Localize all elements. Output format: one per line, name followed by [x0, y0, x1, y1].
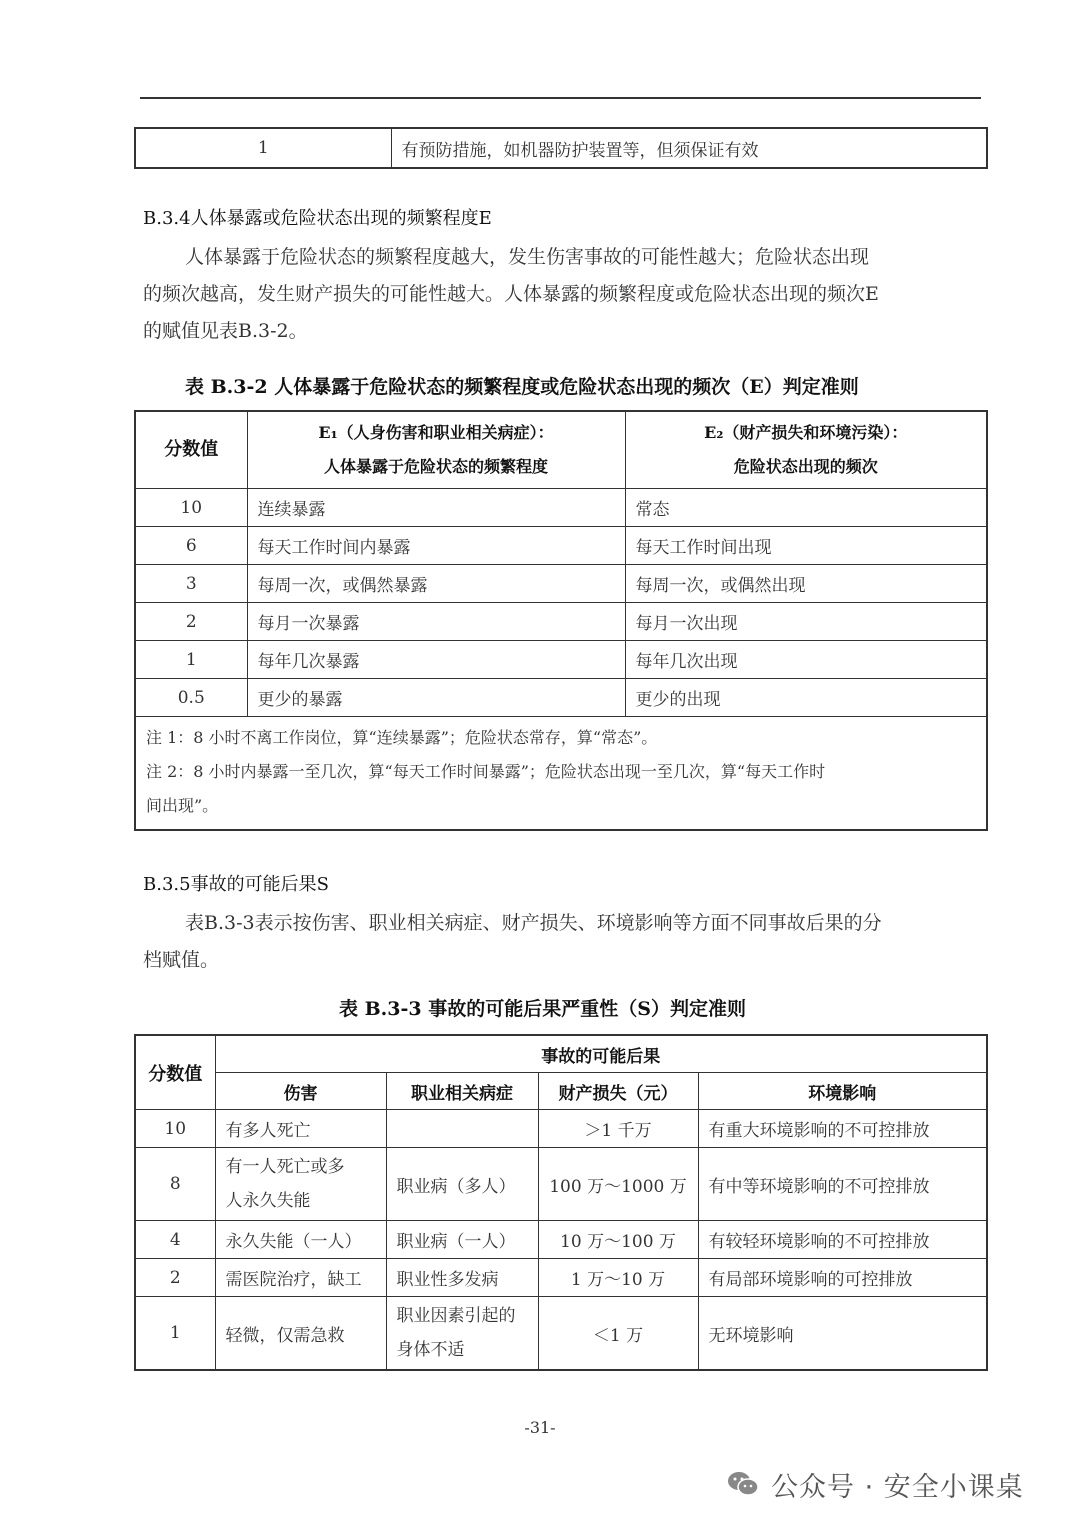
occupational-cell: 职业病（一人）: [386, 1221, 538, 1259]
e1-cell: 更少的暴露: [247, 679, 625, 717]
environment-cell: 有中等环境影响的不可控排放: [698, 1148, 987, 1221]
table-caption-b33: 表 B.3-3 事故的可能后果严重性（S）判定准则: [339, 998, 746, 1020]
e1-cell: 每年几次暴露: [247, 641, 625, 679]
e2-cell: 每年几次出现: [625, 641, 987, 679]
paragraph-line: 的频次越高，发生财产损失的可能性越大。人体暴露的频繁程度或危险状态出现的频次E: [143, 283, 879, 305]
e2-cell: 每天工作时间出现: [625, 527, 987, 565]
occupational-cell: [386, 1110, 538, 1148]
table-header-row: [135, 411, 987, 489]
property-cell: 100 万～1000 万: [538, 1148, 698, 1221]
environment-cell: 有较轻环境影响的不可控排放: [698, 1221, 987, 1259]
header-e2: [625, 411, 987, 489]
occupational-cell: 职业性多发病: [386, 1259, 538, 1297]
header-environment: 环境影响: [698, 1073, 987, 1110]
header-property: 财产损失（元）: [538, 1073, 698, 1110]
score-cell: 10: [135, 1110, 215, 1148]
e1-cell: 连续暴露: [247, 489, 625, 527]
table-row: [135, 679, 987, 717]
section-heading-b34: B.3.4人体暴露或危险状态出现的频繁程度E: [143, 208, 492, 229]
table-subheader-row: [135, 1073, 987, 1110]
property-cell: ＞1 千万: [538, 1110, 698, 1148]
header-score: 分数值: [135, 411, 247, 489]
paragraph-line: 的赋值见表B.3-2。: [143, 320, 308, 342]
score-cell: 6: [135, 527, 247, 565]
score-cell: 0.5: [135, 679, 247, 717]
watermark: [725, 1464, 1024, 1504]
table-row: [135, 603, 987, 641]
occupational-line: 职业因素引起的: [396, 1306, 516, 1326]
header-occupational: 职业相关病症: [386, 1073, 538, 1110]
header-e2-line2: 危险状态出现的频次: [733, 457, 878, 476]
header-consequences: 事故的可能后果: [215, 1035, 987, 1073]
header-rule: [140, 97, 981, 99]
property-cell: ＜1 万: [538, 1297, 698, 1371]
note-1: 注 1：8 小时不离工作岗位，算“连续暴露”；危险状态常存，算“常态”。: [146, 728, 658, 747]
paragraph-line: 档赋值。: [143, 949, 220, 971]
header-e1: [247, 411, 625, 489]
score-cell: 3: [135, 565, 247, 603]
e2-cell: 每周一次，或偶然出现: [625, 565, 987, 603]
injury-cell: 需医院治疗，缺工: [215, 1259, 386, 1297]
table-row: [135, 641, 987, 679]
table-header-row: [135, 1035, 987, 1073]
section-b34-paragraph: [143, 239, 988, 350]
e2-cell: 常态: [625, 489, 987, 527]
injury-line: 人永久失能: [225, 1191, 311, 1211]
occupational-cell: 职业病（多人）: [386, 1148, 538, 1221]
continuation-table: [134, 127, 988, 169]
score-cell: 4: [135, 1221, 215, 1259]
occupational-line: 身体不适: [396, 1340, 465, 1360]
note-2-line1: 注 2：8 小时内暴露一至几次，算“每天工作时间暴露”；危险状态出现一至几次，算“每天工作时: [146, 762, 826, 781]
page-number: -31-: [524, 1418, 556, 1437]
environment-cell: 有重大环境影响的不可控排放: [698, 1110, 987, 1148]
injury-line: 有一人死亡或多: [225, 1157, 345, 1177]
injury-cell: 有多人死亡: [215, 1110, 386, 1148]
section-b35-paragraph: [143, 905, 988, 979]
header-e1-line2: 人体暴露于危险状态的频繁程度: [323, 457, 548, 476]
watermark-text: 公众号 · 安全小课桌: [771, 1471, 1024, 1503]
header-e1-line1: E₁（人身伤害和职业相关病症）：: [318, 423, 554, 442]
property-cell: 10 万～100 万: [538, 1221, 698, 1259]
note-2-line2: 间出现”。: [146, 796, 219, 815]
environment-cell: 无环境影响: [698, 1297, 987, 1371]
header-e2-line1: E₂（财产损失和环境污染）：: [704, 423, 908, 442]
injury-cell: [215, 1148, 386, 1221]
score-cell: 8: [135, 1148, 215, 1221]
exposure-frequency-table: [134, 410, 988, 831]
score-cell: 2: [135, 1259, 215, 1297]
score-cell: 1: [135, 641, 247, 679]
table-caption-b32: 表 B.3-2 人体暴露于危险状态的频繁程度或危险状态出现的频次（E）判定准则: [185, 376, 859, 398]
table-row: [135, 1259, 987, 1297]
occupational-cell: [386, 1297, 538, 1371]
e2-cell: 每月一次出现: [625, 603, 987, 641]
table-row: [135, 1148, 987, 1221]
paragraph-line: 表B.3-3表示按伤害、职业相关病症、财产损失、环境影响等方面不同事故后果的分: [185, 912, 882, 934]
score-cell: 10: [135, 489, 247, 527]
e1-cell: 每月一次暴露: [247, 603, 625, 641]
score-cell: 2: [135, 603, 247, 641]
e2-cell: 更少的出现: [625, 679, 987, 717]
wechat-logo-icon: [725, 1466, 761, 1502]
consequence-severity-table: [134, 1034, 988, 1371]
table-notes-row: [135, 717, 987, 831]
injury-cell: 轻微，仅需急救: [215, 1297, 386, 1371]
table-row: [135, 527, 987, 565]
score-cell: 1: [135, 1297, 215, 1371]
table-row: [135, 128, 987, 168]
table-row: [135, 1297, 987, 1371]
e1-cell: 每天工作时间内暴露: [247, 527, 625, 565]
table-row: [135, 565, 987, 603]
paragraph-line: 人体暴露于危险状态的频繁程度越大，发生伤害事故的可能性越大；危险状态出现: [185, 246, 870, 268]
header-score: 分数值: [135, 1035, 215, 1110]
table-row: [135, 1110, 987, 1148]
section-heading-b35: B.3.5事故的可能后果S: [143, 874, 329, 895]
header-injury: 伤害: [215, 1073, 386, 1110]
table-row: [135, 489, 987, 527]
description-cell: 有预防措施，如机器防护装置等，但须保证有效: [391, 128, 987, 168]
environment-cell: 有局部环境影响的可控排放: [698, 1259, 987, 1297]
table-notes: [135, 717, 987, 831]
table-row: [135, 1221, 987, 1259]
property-cell: 1 万～10 万: [538, 1259, 698, 1297]
e1-cell: 每周一次，或偶然暴露: [247, 565, 625, 603]
score-cell: 1: [135, 128, 391, 168]
injury-cell: 永久失能（一人）: [215, 1221, 386, 1259]
